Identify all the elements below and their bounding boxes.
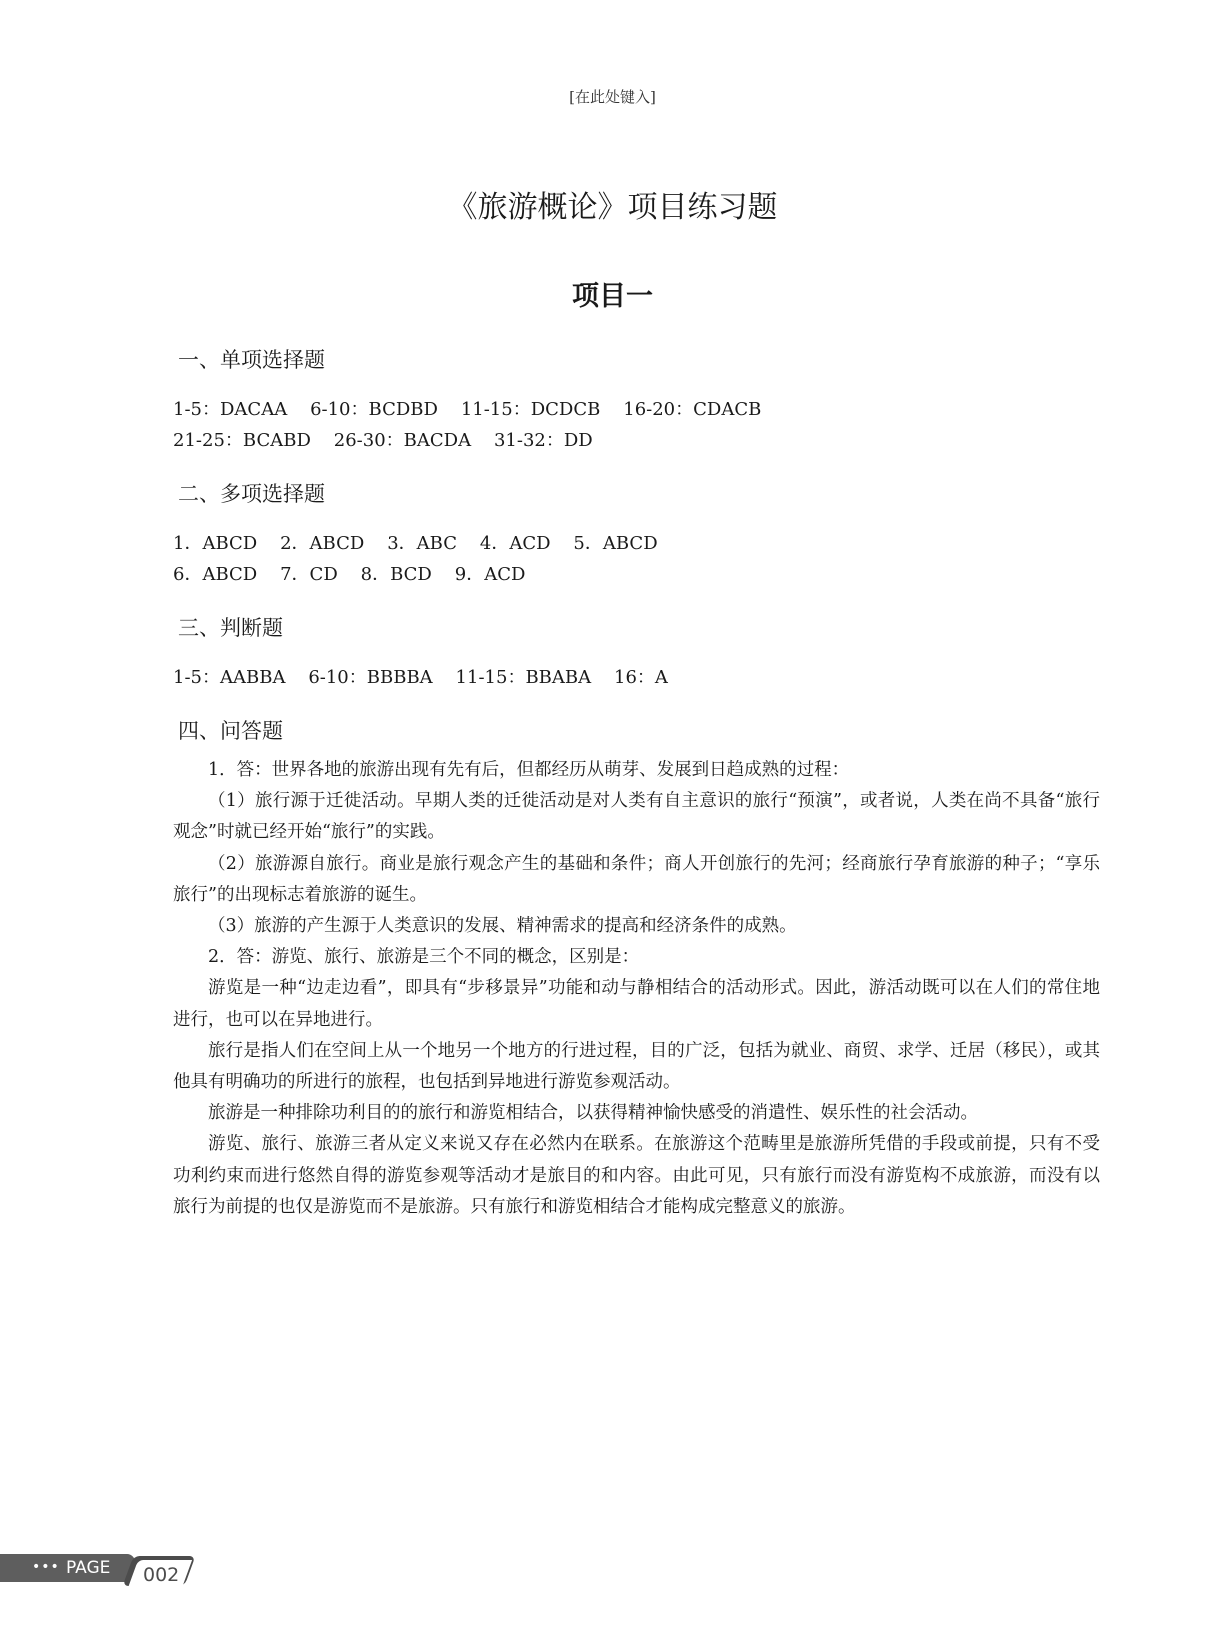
document-body — [173, 346, 1100, 1223]
qa-paragraph: （1）旅行源于迁徙活动。早期人类的迁徙活动是对人类有自主意识的旅行“预演”，或者说，人类在尚不具备“旅行观念”时就已经开始“旅行”的实践。 — [173, 791, 1100, 843]
section-qa — [173, 717, 1100, 1223]
qa-paragraph: 游览是一种“边走边看”，即具有“步移景异”功能和动与静相结合的活动形式。因此，游活动既可以在人们的常住地进行，也可以在异地进行。 — [173, 978, 1100, 1030]
section-heading: 四、问答题 — [178, 719, 283, 743]
project-title: 项目一 — [572, 281, 653, 312]
answer-line: 1-5：AABBA 6-10：BBBBA 11-15：BBABA 16：A — [173, 667, 668, 688]
qa-paragraph: （3）旅游的产生源于人类意识的发展、精神需求的提高和经济条件的成熟。 — [208, 916, 797, 937]
qa-paragraph: 旅游是一种排除功利目的的旅行和游览相结合，以获得精神愉快感受的消遣性、娱乐性的社会活动。 — [208, 1103, 978, 1124]
section-single-choice — [173, 346, 1100, 456]
section-true-false — [173, 614, 1100, 693]
section-heading: 三、判断题 — [178, 616, 283, 640]
qa-paragraph: 游览、旅行、旅游三者从定义来说又存在必然内在联系。在旅游这个范畴里是旅游所凭借的手段或前提，只有不受功利约束而进行悠然自得的游览参观等活动才是旅目的和内容。由此可见，只有旅行而没有游览构不成旅游，而没有以旅行为前提的也仅是游览而不是旅游。只有旅行和游览相结合才能构成完整意义的旅游。 — [173, 1134, 1100, 1217]
page-footer — [0, 1554, 200, 1588]
answer-block — [173, 394, 1100, 456]
footer-page-label: PAGE — [66, 1558, 111, 1578]
qa-paragraph: （2）旅游源自旅行。商业是旅行观念产生的基础和条件；商人开创旅行的先河；经商旅行孕育旅游的种子；“享乐旅行”的出现标志着旅游的诞生。 — [173, 853, 1100, 905]
qa-paragraph: 1．答：世界各地的旅游出现有先有后，但都经历从萌芽、发展到日趋成熟的过程： — [208, 760, 850, 780]
page-number: 002 — [143, 1564, 180, 1586]
qa-paragraph: 旅行是指人们在空间上从一个地另一个地方的行进过程，目的广泛，包括为就业、商贸、求学、迁居（移民），或其他具有明确功的所进行的旅程，也包括到异地进行游览参观活动。 — [173, 1040, 1100, 1093]
answer-line: 21-25：BCABD 26-30：BACDA 31-32：DD — [173, 430, 593, 451]
document-title: 《旅游概论》项目练习题 — [447, 190, 778, 225]
answer-line: 6．ABCD 7．CD 8．BCD 9．ACD — [173, 564, 526, 585]
section-heading: 二、多项选择题 — [178, 482, 325, 506]
qa-paragraph: 2．答：游览、旅行、旅游是三个不同的概念，区别是： — [208, 947, 640, 968]
answer-line: 1-5：DACAA 6-10：BCDBD 11-15：DCDCB 16-20：CDACB — [173, 399, 762, 420]
header-note: [在此处键入] — [569, 88, 656, 106]
footer-dots-icon: ••• — [32, 1559, 60, 1575]
section-heading: 一、单项选择题 — [178, 348, 325, 372]
section-multi-choice — [173, 480, 1100, 590]
answer-block — [173, 662, 1100, 693]
answer-line: 1．ABCD 2．ABCD 3．ABC 4．ACD 5．ABCD — [173, 533, 658, 554]
answer-block — [173, 528, 1100, 590]
